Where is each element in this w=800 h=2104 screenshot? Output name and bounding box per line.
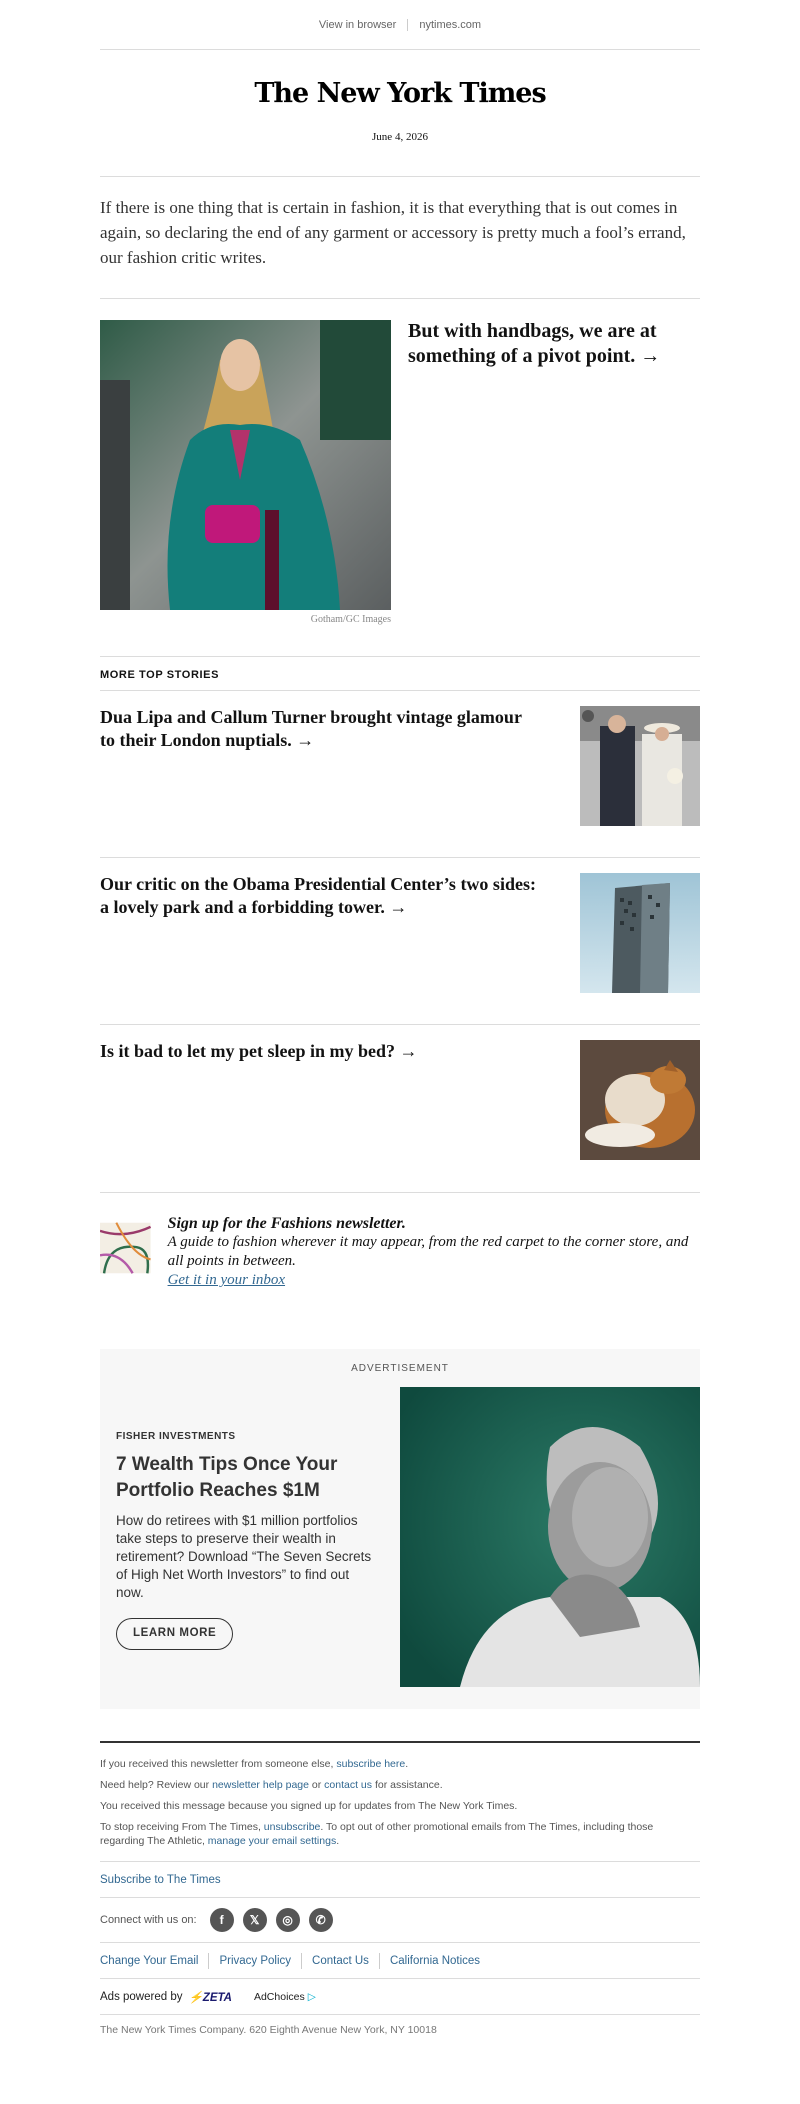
manage-email-settings-link[interactable]: manage your email settings <box>207 1835 337 1847</box>
ad-title[interactable]: 7 Wealth Tips Once Your Portfolio Reaches $1M <box>116 1454 338 1501</box>
story-image[interactable] <box>580 1040 700 1160</box>
signup-text <box>168 1214 700 1349</box>
footer-links-list <box>100 1953 490 1969</box>
intro-text: If there is one thing that is certain in fashion, it is that everything that is out comes in again, so declaring the end of any garment or accessory is pretty much a fool’s errand, our fashion critic writes. <box>100 198 686 267</box>
section-label: MORE TOP STORIES <box>100 668 220 681</box>
privacy-policy-link[interactable]: Privacy Policy <box>208 1953 301 1969</box>
subscribe-to-the-times-link[interactable]: Subscribe to The Times <box>100 1873 221 1886</box>
ads-powered-label: Ads powered by <box>100 1990 183 2003</box>
whatsapp-icon[interactable]: ✆ <box>309 1908 333 1932</box>
topbar <box>100 0 700 49</box>
signup-title: Sign up for the Fashions newsletter. <box>167 1215 406 1232</box>
footer-text: To stop receiving From The Times, <box>100 1821 264 1833</box>
footer-text: or <box>308 1779 325 1791</box>
learn-more-button[interactable]: LEARN MORE <box>116 1618 233 1650</box>
advertisement[interactable] <box>100 1349 700 1709</box>
get-it-in-your-inbox-link[interactable]: Get it in your inbox <box>167 1272 286 1288</box>
footer-line: You received this message because you signed up for updates from The New York Times. <box>100 1800 518 1812</box>
story-headline[interactable]: Is it bad to let my pet sleep in my bed? → <box>100 1041 418 1061</box>
masthead <box>100 50 700 176</box>
story-image[interactable] <box>580 873 700 993</box>
footer-text: . To opt out of other promotional emails from The Times, including those regarding The Athletic, <box>100 1821 654 1847</box>
adchoices-text: AdChoices <box>253 1990 305 2003</box>
nytimes-link[interactable]: nytimes.com <box>419 19 482 31</box>
newsletter-help-page-link[interactable]: newsletter help page <box>212 1779 309 1791</box>
adchoices-icon: ▷ <box>307 1990 316 2003</box>
footer-line <box>100 1778 700 1792</box>
story-item[interactable] <box>100 858 700 1024</box>
contact-us-footer-link[interactable]: Contact Us <box>301 1953 379 1969</box>
california-notices-link[interactable]: California Notices <box>379 1953 490 1969</box>
footer-line <box>100 1757 700 1771</box>
signup-description: A guide to fashion wherever it may appear, from the red carpet to the corner store, and all points in between. <box>167 1234 689 1269</box>
zeta-logo[interactable]: ⚡ZETA <box>188 1991 232 2004</box>
divider <box>407 19 408 31</box>
footer-text: If you received this newsletter from someone else, <box>100 1758 337 1770</box>
view-in-browser-link[interactable]: View in browser <box>318 19 397 31</box>
subscribe-row <box>100 1862 700 1897</box>
ad-body: How do retirees with $1 million portfolios take steps to preserve their wealth in retirement? Download “The Seven Secrets of High Net Worth Investors” to find out now. <box>116 1513 372 1600</box>
newsletter-signup <box>100 1193 700 1349</box>
contact-us-link[interactable]: contact us <box>324 1779 373 1791</box>
ad-image[interactable] <box>400 1387 700 1687</box>
company-address: The New York Times Company. 620 Eighth Avenue New York, NY 10018 <box>100 2024 437 2036</box>
feature-image-block <box>100 320 391 656</box>
social-row <box>100 1898 700 1942</box>
facebook-icon[interactable]: f <box>210 1908 234 1932</box>
feature-headline[interactable]: But with handbags, we are at something of a pivot point. → <box>408 320 661 367</box>
footer-line <box>100 1820 700 1848</box>
instagram-icon[interactable]: ◎ <box>276 1908 300 1932</box>
footer-links <box>100 1943 700 1978</box>
ad-label: ADVERTISEMENT <box>351 1363 449 1374</box>
social-icons <box>210 1908 333 1932</box>
unsubscribe-link[interactable]: unsubscribe <box>263 1821 321 1833</box>
footer-text: . <box>336 1835 340 1847</box>
zeta-text: ZETA <box>202 1991 232 2004</box>
subscribe-here-link[interactable]: subscribe here <box>336 1758 406 1770</box>
adchoices-link[interactable] <box>254 1991 316 2003</box>
story-image[interactable] <box>580 706 700 826</box>
footer-text: for assistance. <box>372 1779 443 1791</box>
image-credit: Gotham/GC Images <box>310 614 391 625</box>
fashions-newsletter-icon <box>100 1217 151 1279</box>
footer <box>100 1743 700 1848</box>
footer-text: . <box>405 1758 409 1770</box>
x-icon[interactable]: 𝕏 <box>243 1908 267 1932</box>
nyt-logo[interactable]: The New York Times <box>254 78 546 109</box>
feature-story[interactable] <box>100 299 700 656</box>
newsletter <box>100 0 700 2045</box>
ads-powered-row <box>100 1979 700 2014</box>
story-item[interactable] <box>100 1025 700 1192</box>
spacer <box>100 1709 700 1741</box>
feature-image[interactable] <box>100 320 391 610</box>
story-headline[interactable]: Our critic on the Obama Presidential Center’s two sides: a lovely park and a forbidding tower. → <box>100 874 536 917</box>
connect-label: Connect with us on: <box>100 1914 197 1926</box>
footer-text: Need help? Review our <box>100 1779 213 1791</box>
ad-brand: FISHER INVESTMENTS <box>116 1431 236 1442</box>
issue-date: June 4, 2026 <box>372 131 428 143</box>
story-headline[interactable]: Dua Lipa and Callum Turner brought vintage glamour to their London nuptials. → <box>100 707 522 750</box>
story-item[interactable] <box>100 691 700 857</box>
change-your-email-link[interactable]: Change Your Email <box>100 1954 199 1967</box>
ad-copy <box>116 1431 376 1650</box>
